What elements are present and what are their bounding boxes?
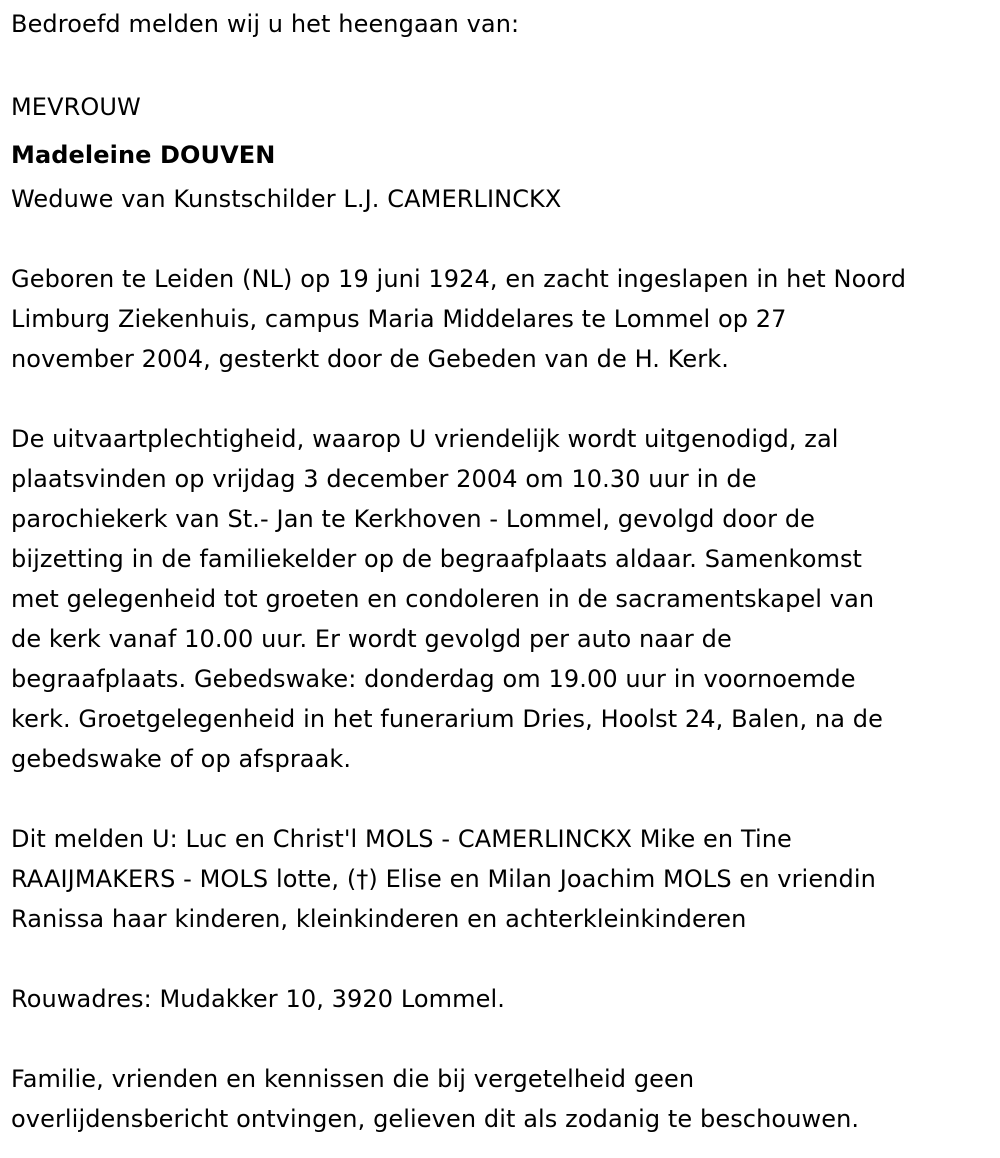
deceased-name: Madeleine DOUVEN [11,141,276,169]
closing-paragraph [11,1059,991,1139]
birth-line: Geboren te Leiden (NL) op 19 juni 1924, en zacht ingeslapen in het Noord [11,265,907,293]
spacer [11,1019,991,1059]
funeral-paragraph [11,419,991,779]
funeral-line: kerk. Groetgelegenheid in het funerarium Dries, Hoolst 24, Balen, na de [11,705,883,733]
death-notice [11,0,991,1139]
birth-paragraph [11,259,991,379]
spacer [11,43,991,83]
funeral-line: gebedswake of op afspraak. [11,745,352,773]
announcers-line: Dit melden U: Luc en Christ'l MOLS - CAMERLINCKX Mike en Tine [11,825,792,853]
birth-line: november 2004, gesterkt door de Gebeden van de H. Kerk. [11,345,729,373]
announcers-paragraph [11,819,991,939]
honorific-title: MEVROUW [11,93,141,121]
funeral-line: plaatsvinden op vrijdag 3 december 2004 om 10.30 uur in de [11,465,757,493]
intro-text: Bedroefd melden wij u het heengaan van: [11,10,520,38]
announcers-line: RAAIJMAKERS - MOLS lotte, (†) Elise en Milan Joachim MOLS en vriendin [11,865,876,893]
mourning-address: Rouwadres: Mudakker 10, 3920 Lommel. [11,985,506,1013]
funeral-line: bijzetting in de familiekelder op de begraafplaats aldaar. Samenkomst [11,545,863,573]
spacer [11,379,991,419]
closing-line: Familie, vrienden en kennissen die bij vergetelheid geen [11,1065,695,1093]
closing-line: overlijdensbericht ontvingen, gelieven dit als zodanig te beschouwen. [11,1105,860,1133]
funeral-line: De uitvaartplechtigheid, waarop U vriendelijk wordt uitgenodigd, zal [11,425,839,453]
funeral-line: parochiekerk van St.- Jan te Kerkhoven - Lommel, gevolgd door de [11,505,816,533]
announcers-line: Ranissa haar kinderen, kleinkinderen en achterkleinkinderen [11,905,747,933]
birth-line: Limburg Ziekenhuis, campus Maria Middelares te Lommel op 27 [11,305,787,333]
funeral-line: de kerk vanaf 10.00 uur. Er wordt gevolgd per auto naar de [11,625,732,653]
spacer [11,219,991,259]
funeral-line: begraafplaats. Gebedswake: donderdag om 19.00 uur in voornoemde [11,665,856,693]
funeral-line: met gelegenheid tot groeten en condoleren in de sacramentskapel van [11,585,875,613]
spacer [11,779,991,819]
spouse-line: Weduwe van Kunstschilder L.J. CAMERLINCKX [11,185,562,213]
spacer [11,939,991,979]
